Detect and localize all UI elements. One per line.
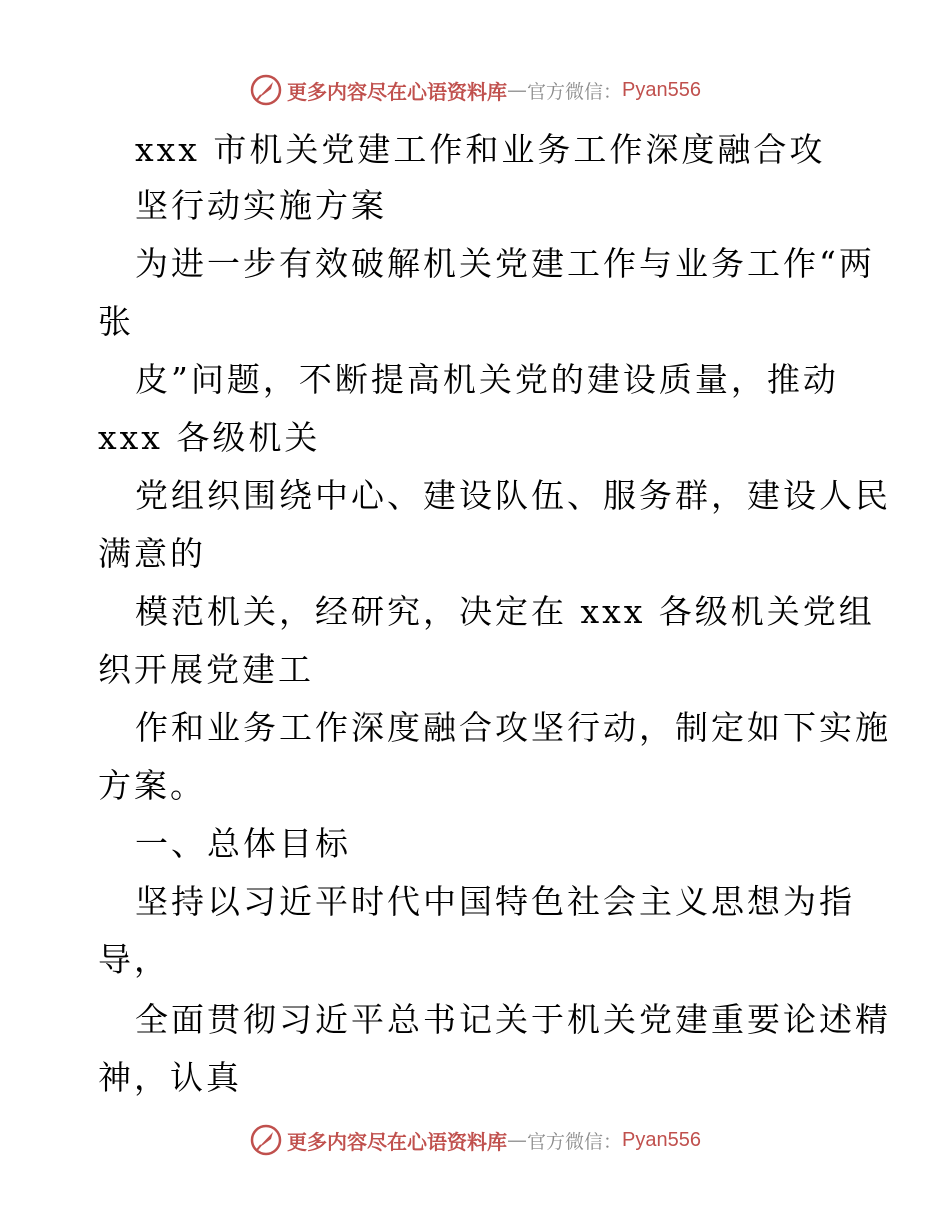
paragraph-line: 织开展党建工	[98, 650, 314, 689]
watermark-wechat-id: Pyan556	[622, 78, 701, 101]
paragraph-line: xxx 各级机关	[98, 418, 321, 457]
paragraph-line: 方案。	[98, 766, 206, 805]
watermark-text: 更多内容尽在心语资料库	[287, 1129, 507, 1154]
paragraph-line: 张	[98, 302, 134, 341]
watermark-separator: —	[507, 1128, 527, 1152]
paragraph-line: 神，认真	[98, 1058, 242, 1097]
paragraph-line: 皮”问题，不断提高机关党的建设质量，推动	[135, 360, 839, 399]
paragraph-line: 全面贯彻习近平总书记关于机关党建重要论述精	[135, 1000, 891, 1039]
footer-watermark	[0, 1120, 950, 1160]
paragraph-line: 导，	[98, 940, 170, 979]
watermark-text: 更多内容尽在心语资料库	[287, 79, 507, 104]
watermark-label: 官方微信：	[527, 80, 623, 103]
paragraph-line: 为进一步有效破解机关党建工作与业务工作“两	[135, 244, 875, 283]
watermark-separator: —	[507, 78, 527, 102]
paragraph-line: 坚持以习近平时代中国特色社会主义思想为指	[135, 882, 855, 921]
header-watermark	[0, 70, 950, 110]
title-line-2: 坚行动实施方案	[135, 186, 387, 225]
quill-logo-icon	[249, 1123, 283, 1157]
watermark-label: 官方微信：	[527, 1130, 623, 1153]
paragraph-line: 满意的	[98, 534, 206, 573]
quill-logo-icon	[249, 73, 283, 107]
section-heading: 一、总体目标	[135, 824, 351, 863]
watermark-wechat-id: Pyan556	[622, 1128, 701, 1151]
paragraph-line: 党组织围绕中心、建设队伍、服务群，建设人民	[135, 476, 891, 515]
paragraph-line: 模范机关，经研究，决定在 xxx 各级机关党组	[135, 592, 875, 631]
paragraph-line: 作和业务工作深度融合攻坚行动，制定如下实施	[135, 708, 891, 747]
title-line-1: xxx 市机关党建工作和业务工作深度融合攻	[135, 130, 826, 169]
